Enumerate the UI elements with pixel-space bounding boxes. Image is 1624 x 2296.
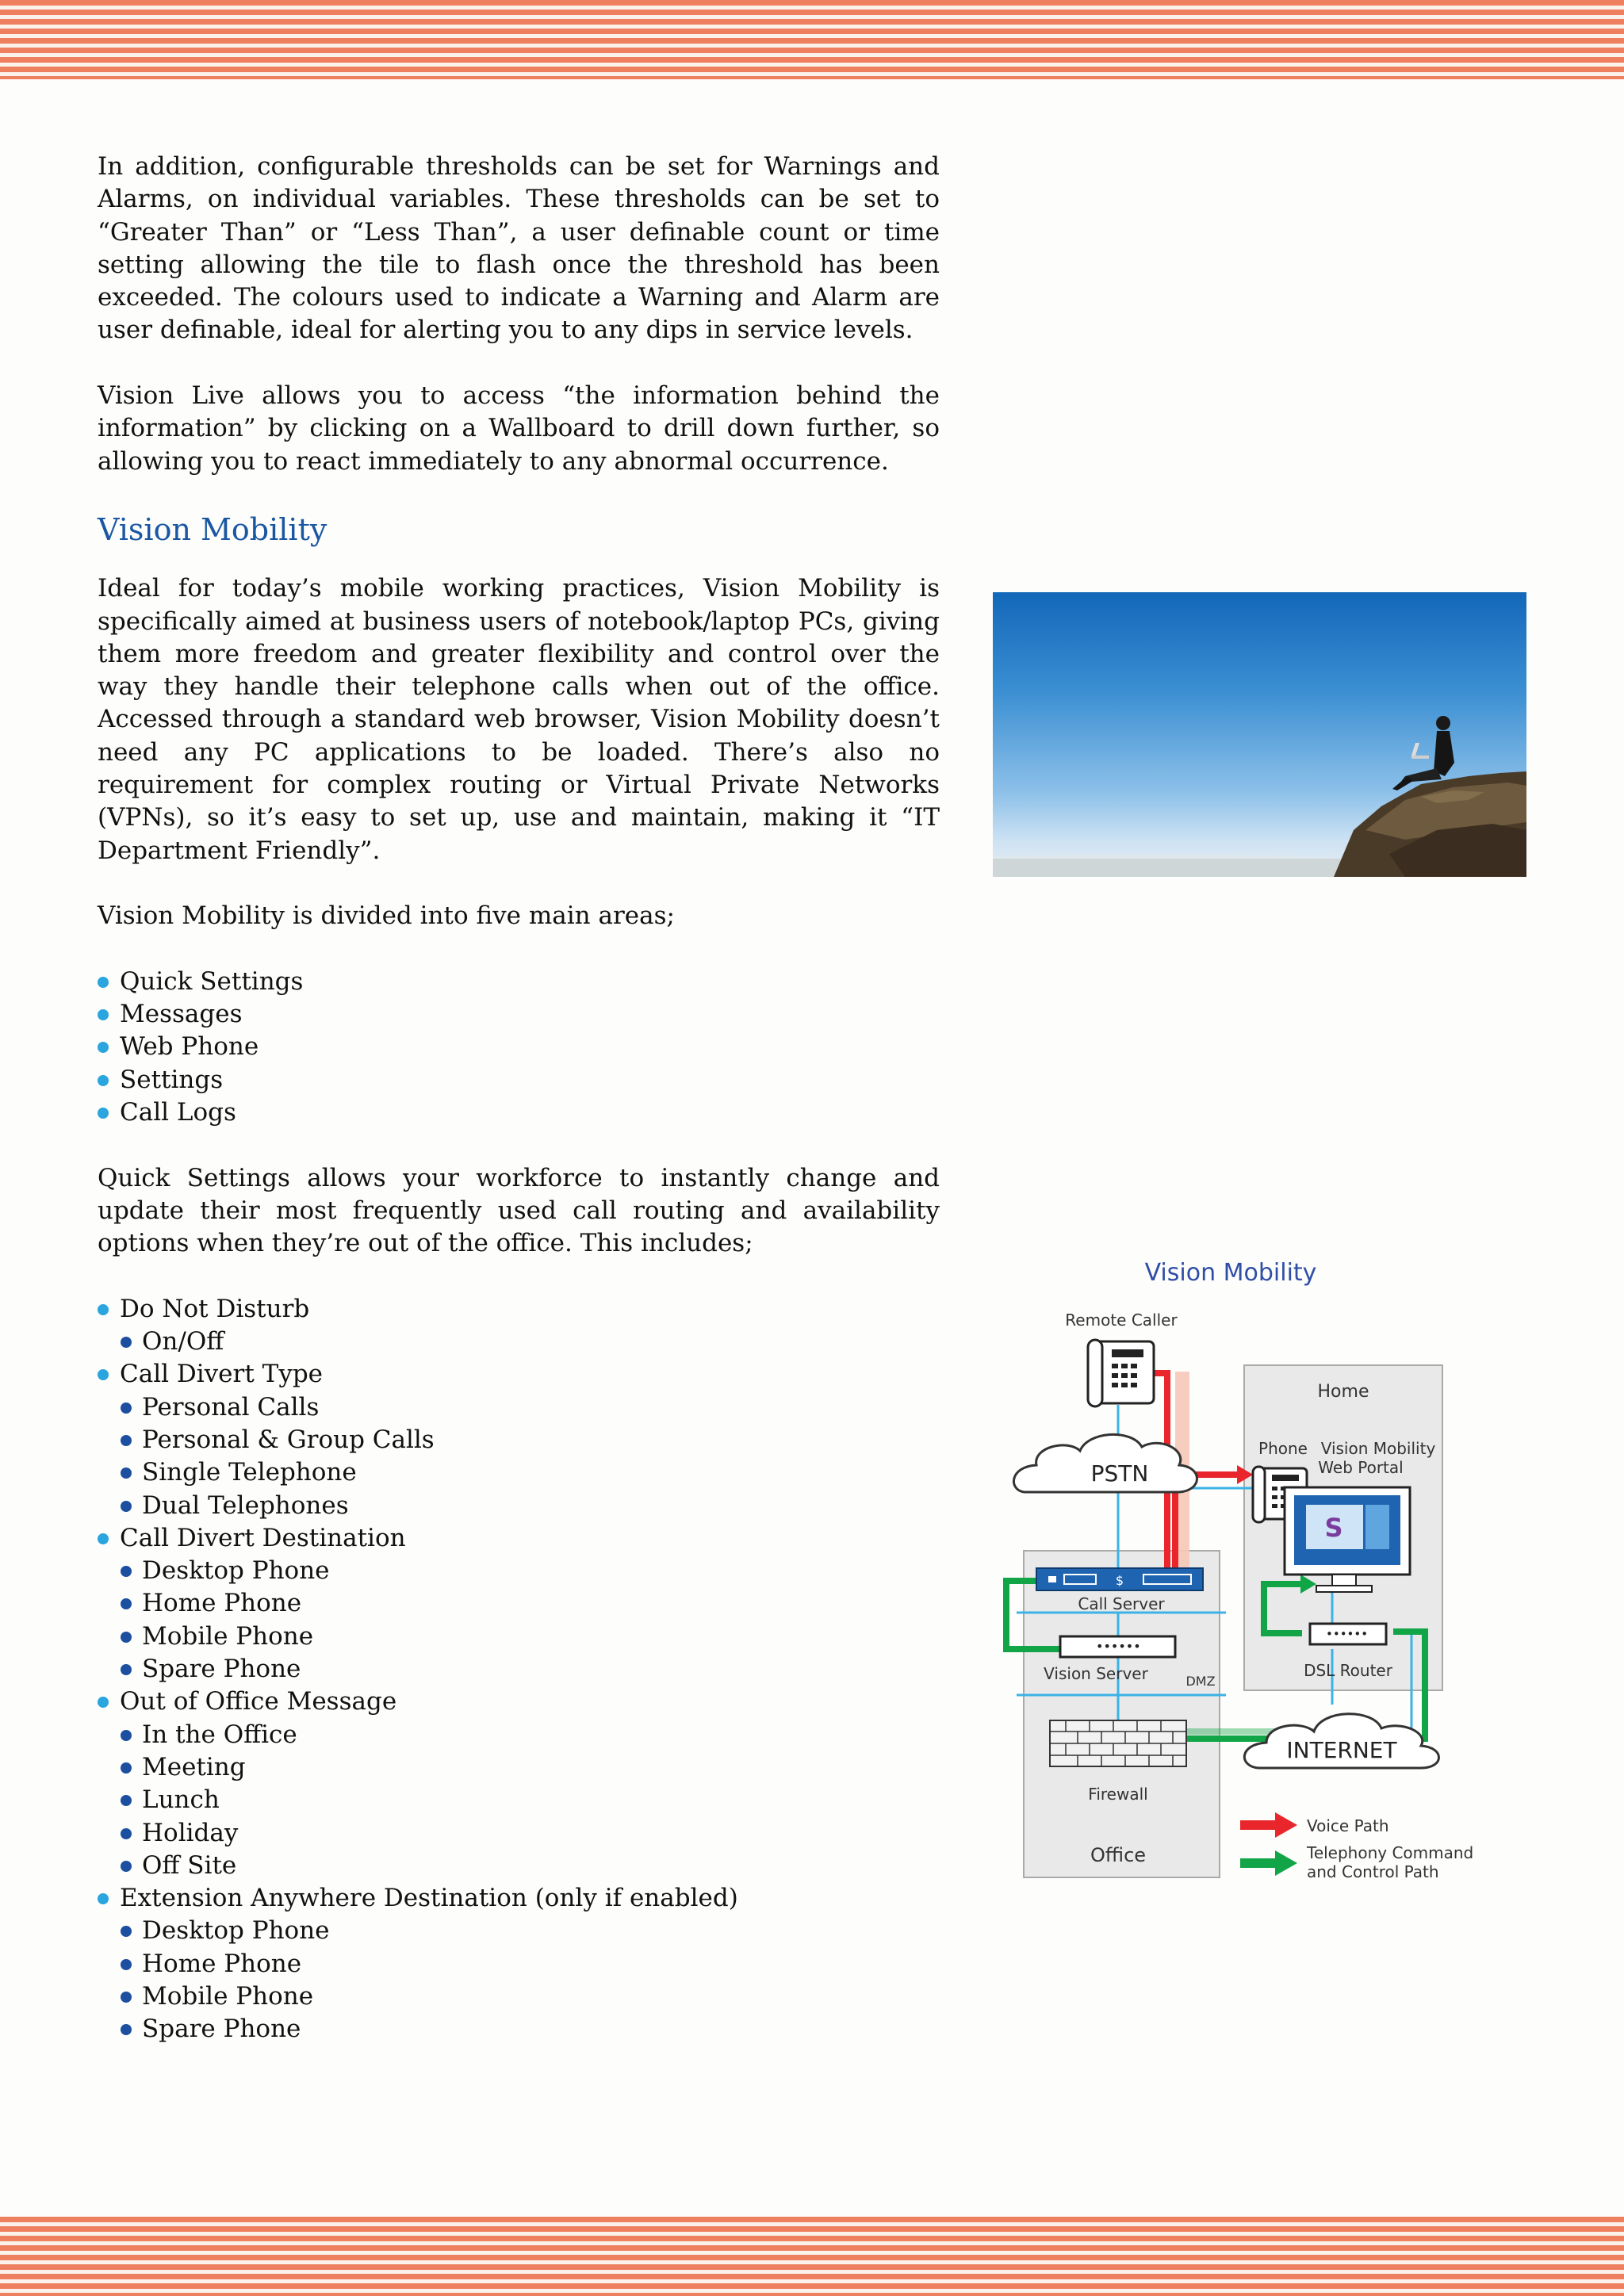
photo-scene <box>993 592 1526 877</box>
list-item: Extension Anywhere Destination (only if enabled) <box>98 1882 940 1915</box>
list-item: Out of Office Message <box>98 1686 940 1718</box>
list-item: Do Not Disturb <box>98 1293 940 1326</box>
voice-path-arrow-icon <box>1240 1812 1297 1838</box>
home-label: Home <box>1317 1382 1369 1402</box>
list-sub-item: Personal & Group Calls <box>98 1424 940 1456</box>
control-path-arrow-icon <box>1240 1850 1297 1876</box>
remote-caller-label: Remote Caller <box>1065 1311 1178 1330</box>
thresholds-paragraph: In addition, configurable thresholds can be set for Warnings and Alarms, on individual variables. These thresholds can be set to “Greater Than” or “Less Than”, a user definable count or time setting allowing the tile to flash once the threshold has been exceeded. The colours used to indicate a Warning and Alarm are user definable, ideal for alerting you to any dips in service levels. <box>98 152 940 345</box>
list-item: Settings <box>98 1064 940 1096</box>
section-heading: Vision Mobility <box>98 512 327 548</box>
dsl-router-label: DSL Router <box>1304 1661 1392 1680</box>
legend-control-label-line2: and Control Path <box>1307 1862 1439 1881</box>
list-sub-item: Holiday <box>98 1817 940 1850</box>
list-sub-item: Spare Phone <box>98 1653 940 1686</box>
legend-voice-label: Voice Path <box>1307 1816 1389 1835</box>
list-sub-item: Dual Telephones <box>98 1490 940 1522</box>
vision-server-label: Vision Server <box>1044 1664 1148 1683</box>
list-sub-item: Lunch <box>98 1784 940 1816</box>
diagram-title: Vision Mobility <box>1144 1259 1317 1287</box>
list-sub-item: Mobile Phone <box>98 1621 940 1653</box>
dsl-router-icon <box>1310 1624 1386 1644</box>
list-sub-item: Off Site <box>98 1850 940 1882</box>
areas-intro-paragraph: Vision Mobility is divided into five main areas; <box>98 901 675 931</box>
bottom-stripe-banner <box>0 2217 1624 2296</box>
svg-text:S: S <box>1324 1513 1343 1543</box>
list-sub-item: On/Off <box>98 1326 940 1358</box>
vision-server-icon <box>1060 1636 1175 1657</box>
main-text-column <box>98 151 940 2079</box>
list-sub-item: Spare Phone <box>98 2013 940 2045</box>
portal-label-line1: Vision Mobility <box>1320 1439 1436 1458</box>
svg-text:••••••: •••••• <box>1326 1627 1369 1641</box>
office-label: Office <box>1090 1844 1147 1866</box>
home-phone-label: Phone <box>1258 1439 1308 1458</box>
list-item: Web Phone <box>98 1031 940 1063</box>
quick-settings-paragraph: Quick Settings allows your workforce to instantly change and update their most frequently used call routing and availability options when they’re out of the office. This includes; <box>98 1163 940 1258</box>
list-sub-item: In the Office <box>98 1719 940 1751</box>
top-stripe-banner <box>0 0 1624 79</box>
dmz-label: DMZ <box>1185 1674 1216 1689</box>
options-list <box>98 1293 940 2046</box>
list-sub-item: Personal Calls <box>98 1391 940 1424</box>
list-item: Messages <box>98 998 940 1031</box>
internet-label: INTERNET <box>1286 1737 1397 1763</box>
pstn-label: PSTN <box>1090 1460 1149 1487</box>
call-server-icon <box>1036 1568 1203 1590</box>
legend <box>1240 1812 1473 1881</box>
list-sub-item: Mobile Phone <box>98 1980 940 2013</box>
vision-live-paragraph: Vision Live allows you to access “the information behind the information” by clicking on a Wallboard to drill down further, so allowing you to react immediately to any abnormal occurrence. <box>98 381 940 476</box>
list-sub-item: Home Phone <box>98 1948 940 1980</box>
firewall-icon <box>1050 1720 1186 1766</box>
areas-list <box>98 966 940 1129</box>
list-sub-item: Meeting <box>98 1751 940 1784</box>
vision-mobility-diagram <box>1001 1253 1508 1903</box>
list-sub-item: Single Telephone <box>98 1456 940 1489</box>
call-server-label: Call Server <box>1078 1594 1165 1613</box>
list-item: Call Divert Destination <box>98 1522 940 1555</box>
legend-control-label-line1: Telephony Command <box>1307 1843 1474 1862</box>
portal-label-line2: Web Portal <box>1318 1458 1404 1477</box>
svg-text:••••••: •••••• <box>1096 1639 1141 1654</box>
diagram-svg <box>1001 1253 1508 1903</box>
firewall-label: Firewall <box>1088 1785 1148 1804</box>
list-item: Call Logs <box>98 1096 940 1129</box>
list-sub-item: Desktop Phone <box>98 1915 940 1947</box>
mobility-intro-paragraph: Ideal for today’s mobile working practices, Vision Mobility is specifically aimed at business users of notebook/laptop PCs, giving them more freedom and greater flexibility and control over the way they handle their telephone calls when out of the office. Accessed through a standard web browser, Vision Mobility doesn’t need any PC applications to be loaded. There’s also no requirement for complex routing or Virtual Private Networks (VPNs), so it’s easy to set up, use and maintain, making it “IT Department Friendly”. <box>98 574 940 865</box>
svg-text:$: $ <box>1115 1573 1124 1588</box>
mobile-worker-photo <box>993 592 1526 877</box>
list-sub-item: Home Phone <box>98 1587 940 1620</box>
list-item: Quick Settings <box>98 966 940 998</box>
list-item: Call Divert Type <box>98 1358 940 1391</box>
list-sub-item: Desktop Phone <box>98 1555 940 1587</box>
remote-caller-phone-icon <box>1088 1340 1154 1406</box>
